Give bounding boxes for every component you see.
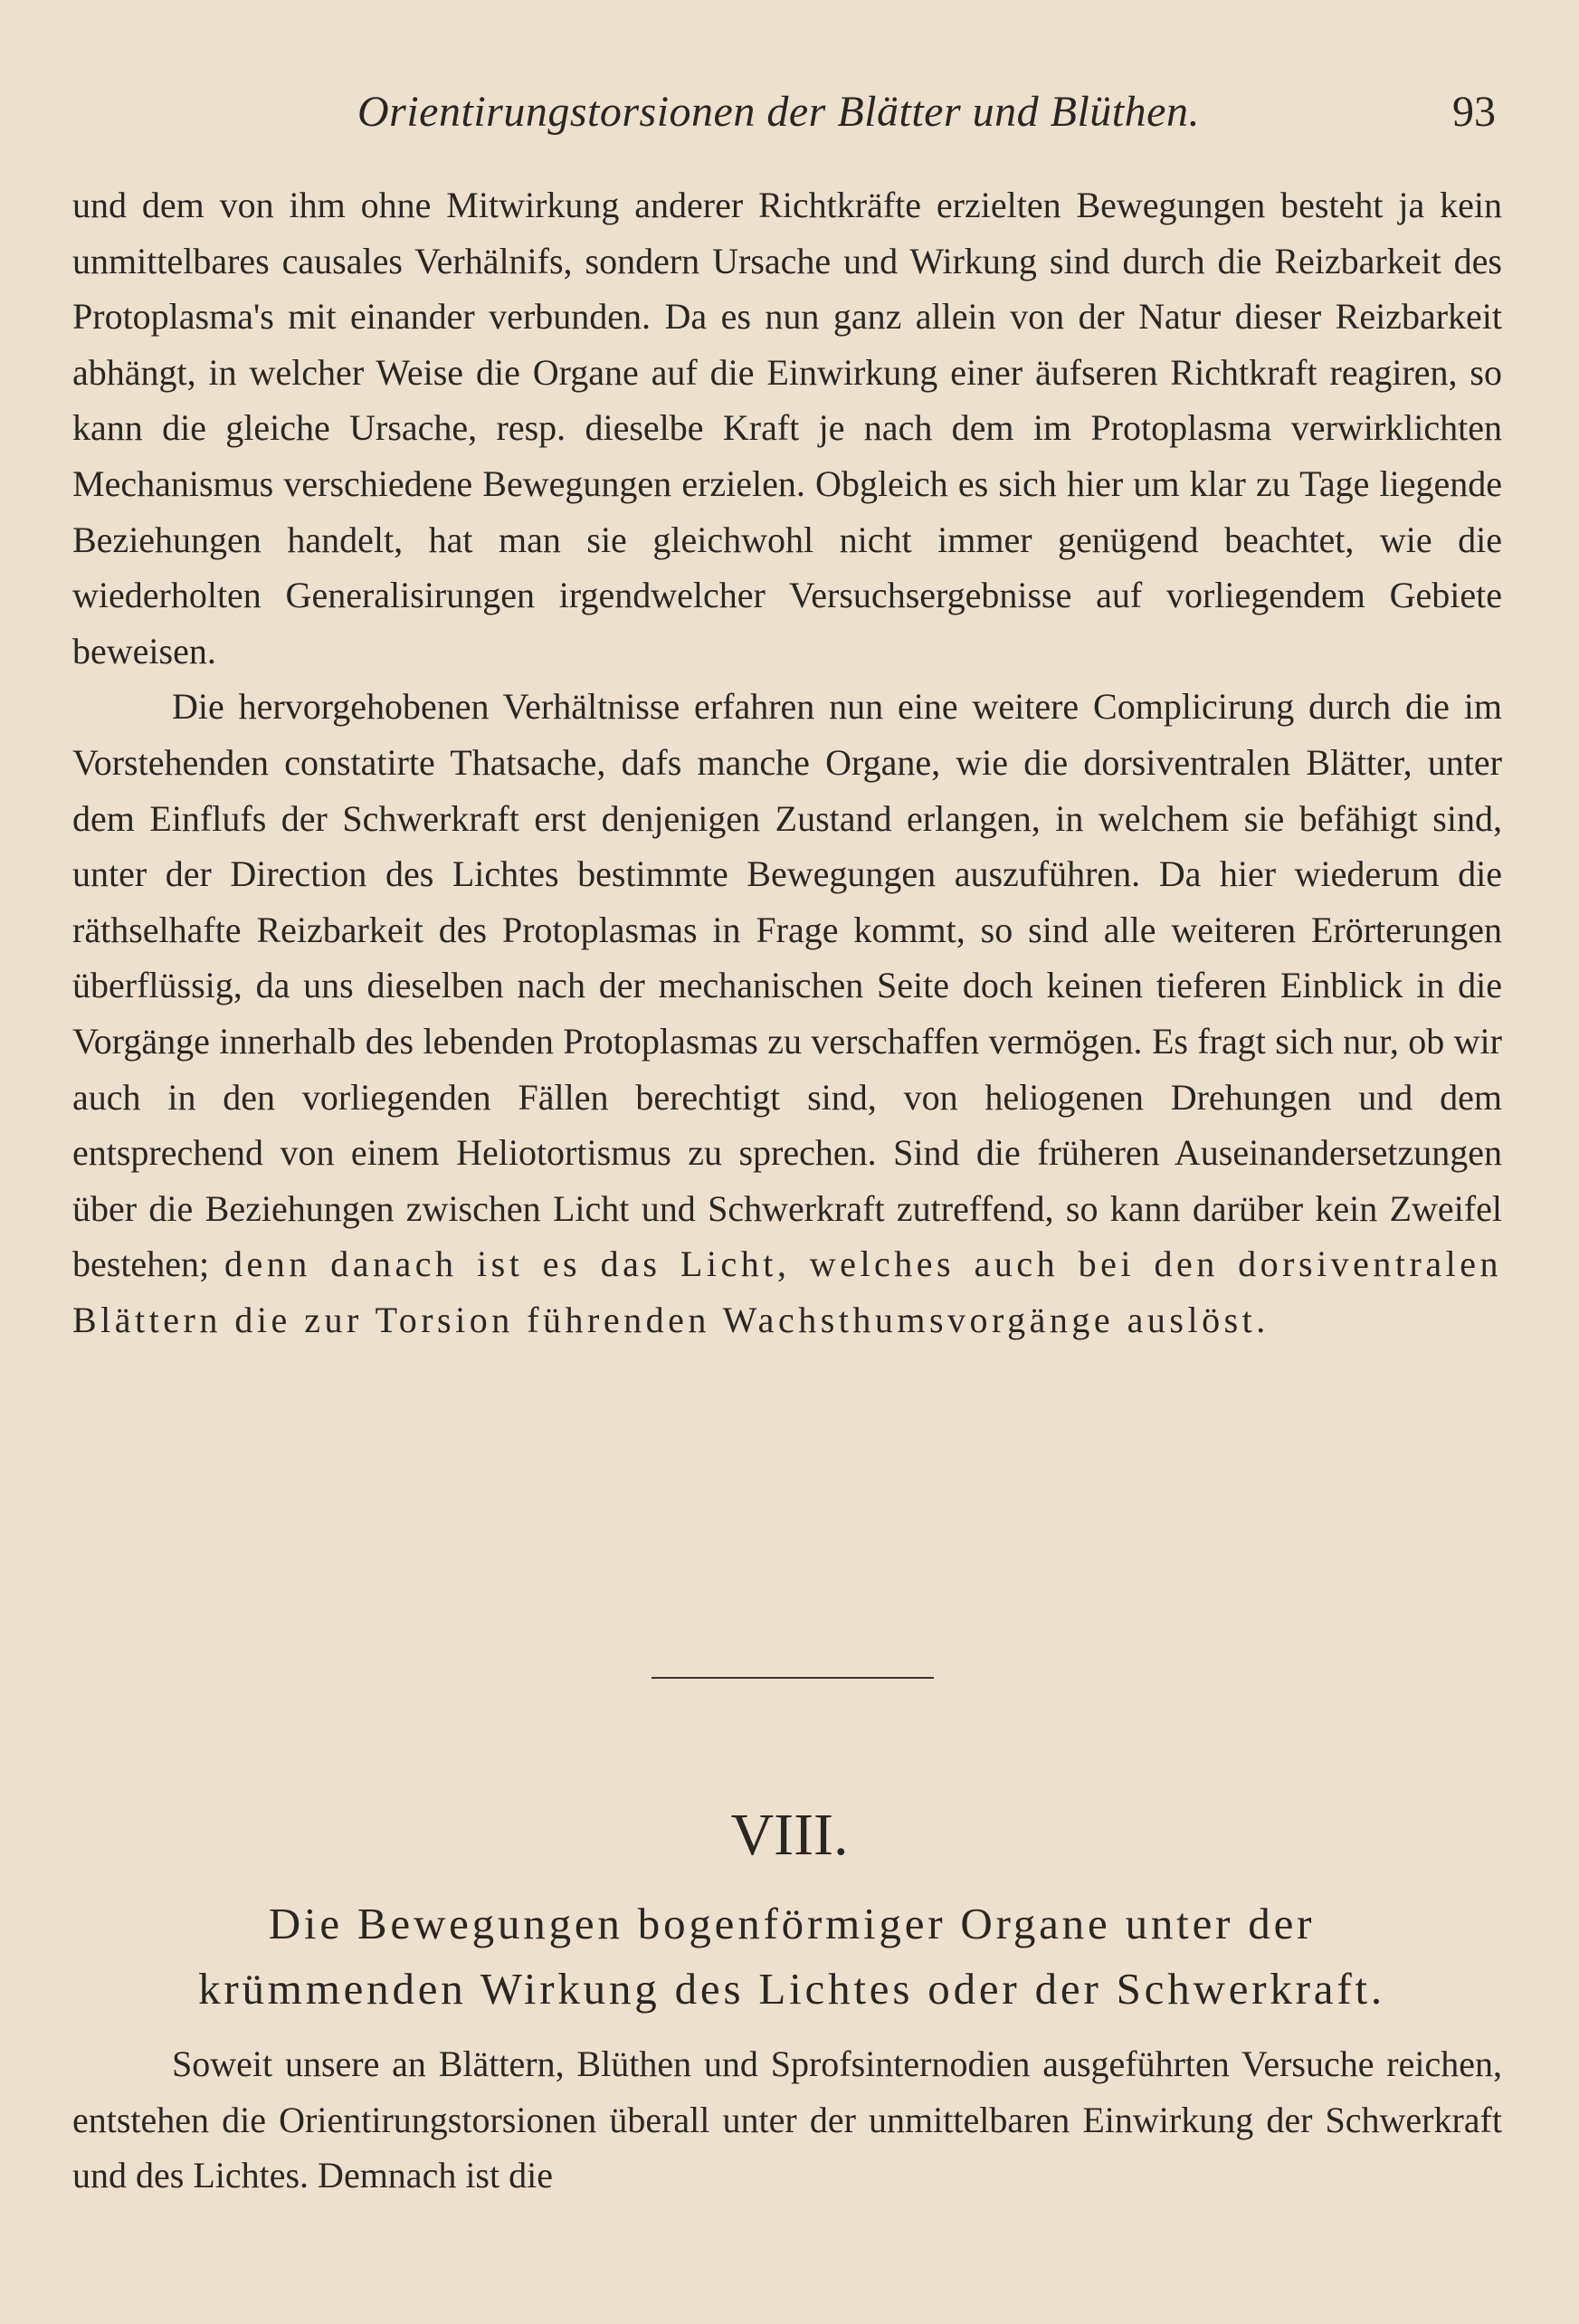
running-head — [0, 81, 1579, 145]
chapter-title-line-1: Die Bewegungen bogenförmiger Organe unter der — [268, 1899, 1316, 1948]
paragraph-2-spaced-text: denn danach ist es das Licht, welches auch bei den dorsiventralen Blättern die zur Torsion führenden Wachsthumsvorgänge auslöst. — [72, 1243, 1502, 1340]
section-divider — [652, 1677, 934, 1679]
paragraph-1: und dem von ihm ohne Mitwirkung anderer Richtkräfte erzielten Bewegungen besteht ja kein unmittelbares causales Verhälnifs, sondern Ursache und Wirkung sind durch die Reizbarkeit des Protoplasma's mit einander verbunden. Da es nun ganz allein von der Natur dieser Reizbarkeit abhängt, in welcher Weise die Organe auf die Einwirkung einer äufseren Richtkraft reagiren, so kann die gleiche Ursache, resp. dieselbe Kraft je nach dem im Protoplasma verwirklichten Mechanismus verschiedene Bewegungen erzielen. Obgleich es sich hier um klar zu Tage liegende Beziehungen handelt, hat man sie gleichwohl nicht immer genügend beachtet, wie die wiederholten Generalisirungen irgendwelcher Versuchsergebnisse auf vorliegendem Gebiete beweisen. — [72, 185, 1502, 671]
paragraph-2 — [72, 679, 1502, 1348]
chapter-number: VIII. — [730, 1802, 849, 1868]
page-number: 93 — [1452, 88, 1496, 136]
running-head-title: Orientirungstorsionen der Blätter und Blüthen. — [357, 88, 1200, 136]
chapter-title-line-2: krümmenden Wirkung des Lichtes oder der Schwerkraft. — [198, 1964, 1385, 2014]
main-text-block — [72, 177, 1502, 1348]
paragraph-3: Soweit unsere an Blättern, Blüthen und Sprofsinternodien ausgeführten Versuche reichen, entstehen die Orientirungstorsionen überall unter der unmittelbaren Einwirkung der Schwerkraft und des Lichtes. Demnach ist die — [72, 2043, 1502, 2196]
paragraph-2-text: Die hervorgehobenen Verhältnisse erfahren nun eine weitere Complicirung durch die im Vorstehenden constatirte Thatsache, dafs manche Organe, wie die dorsiventralen Blätter, unter dem Einflufs der Schwerkraft erst denjenigen Zustand erlangen, in welchem sie befähigt sind, unter der Direction des Lichtes bestimmte Bewegungen auszuführen. Da hier wiederum die räthselhafte Reizbarkeit des Protoplasmas in Frage kommt, so sind alle weiteren Erörterungen überflüssig, da uns dieselben nach der mechanischen Seite doch keinen tieferen Einblick in die Vorgänge innerhalb des lebenden Protoplasmas zu verschaffen vermögen. Es fragt sich nur, ob wir auch in den vorliegenden Fällen berechtigt sind, von heliogenen Drehungen und dem entsprechend von einem Heliotortismus zu sprechen. Sind die früheren Auseinandersetzungen über die Beziehungen zwischen Licht und Schwerkraft zutreffend, so kann darüber kein Zweifel bestehen; — [72, 686, 1502, 1285]
chapter-title — [72, 1891, 1511, 2022]
chapter-text-block — [72, 2036, 1502, 2204]
